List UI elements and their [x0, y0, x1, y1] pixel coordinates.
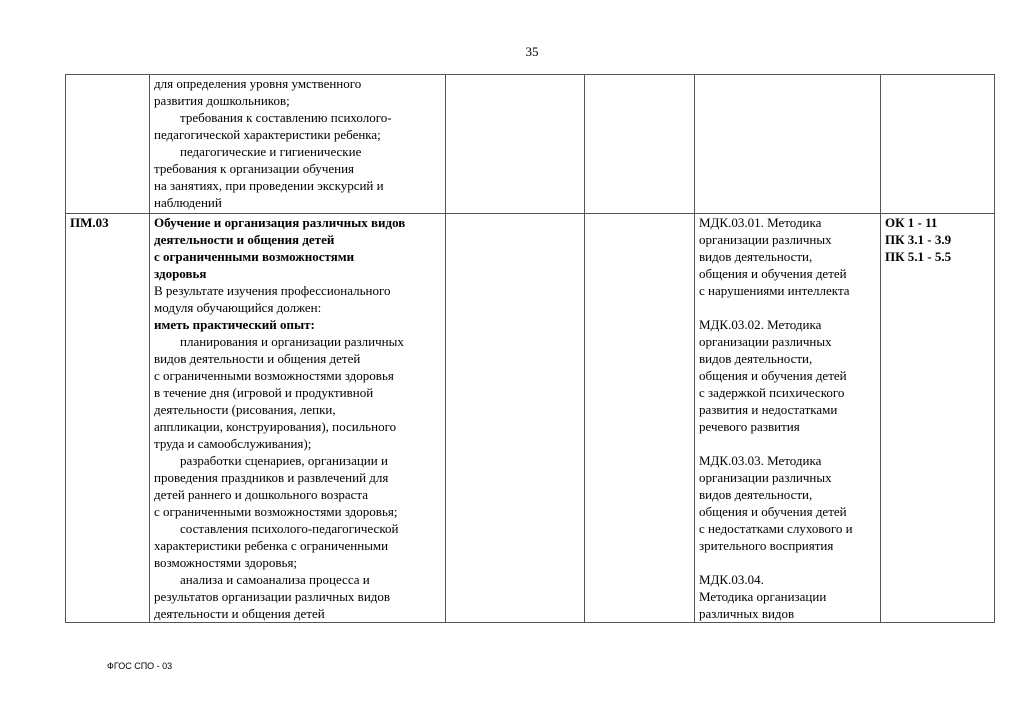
text-line: требования к организации обучения — [154, 161, 355, 176]
text-line: педагогические и гигиенические — [180, 144, 362, 159]
mdk-line: различных видов — [699, 606, 795, 621]
text-line: проведения праздников и развлечений для — [154, 470, 389, 485]
text-line: требования к составлению психолого- — [180, 110, 392, 125]
text-line: наблюдений — [154, 195, 222, 210]
text-line: на занятиях, при проведении экскурсий и — [154, 178, 384, 193]
empty-cell — [446, 214, 585, 623]
empty-cell — [585, 75, 695, 214]
mdk-line — [699, 299, 876, 316]
mdk-line: МДК.03.04. — [699, 572, 764, 587]
table-row — [66, 214, 995, 623]
mdk-line: МДК.03.02. Методика — [699, 317, 822, 332]
intro-line: В результате изучения профессионального — [154, 283, 391, 298]
mdk-line — [699, 554, 876, 571]
module-title-line: деятельности и общения детей — [154, 232, 335, 247]
footer-code: ФГОС СПО - 03 — [107, 661, 173, 671]
text-line: для определения уровня умственного — [154, 76, 362, 91]
mdk-line: с недостатками слухового и — [699, 521, 853, 536]
competency-cell — [881, 214, 995, 623]
text-line: разработки сценариев, организации и — [180, 453, 388, 468]
empty-cell — [446, 75, 585, 214]
mdk-line: видов деятельности, — [699, 249, 813, 264]
competency-cell — [881, 75, 995, 214]
competency-code: ОК 1 - 11 — [885, 215, 938, 230]
mdk-line: видов деятельности, — [699, 487, 813, 502]
curriculum-table — [65, 74, 995, 623]
mdk-line: видов деятельности, — [699, 351, 813, 366]
text-line: аппликации, конструирования), посильного — [154, 419, 397, 434]
text-line: с ограниченными возможностями здоровья — [154, 368, 394, 383]
module-title-line: Обучение и организация различных видов — [154, 215, 406, 230]
table-row — [66, 75, 995, 214]
competency-code: ПК 5.1 - 5.5 — [885, 249, 952, 264]
mdk-line: Методика организации — [699, 589, 827, 604]
text-line: с ограниченными возможностями здоровья; — [154, 504, 398, 519]
mdk-line: общения и обучения детей — [699, 504, 847, 519]
intro-line: модуля обучающийся должен: — [154, 300, 322, 315]
competency-code: ПК 3.1 - 3.9 — [885, 232, 952, 247]
module-title-line: с ограниченными возможностями — [154, 249, 355, 264]
content-cell — [150, 214, 446, 623]
text-line: труда и самообслуживания); — [154, 436, 312, 451]
mdk-line: развития и недостатками — [699, 402, 838, 417]
mdk-line: организации различных — [699, 470, 832, 485]
subheading: иметь практический опыт: — [154, 317, 315, 332]
text-line: видов деятельности и общения детей — [154, 351, 361, 366]
mdk-line: зрительного восприятия — [699, 538, 834, 553]
text-line: анализа и самоанализа процесса и — [180, 572, 370, 587]
code-cell — [66, 75, 150, 214]
mdk-line: МДК.03.01. Методика — [699, 215, 822, 230]
text-line: результатов организации различных видов — [154, 589, 391, 604]
text-line: педагогической характеристики ребенка; — [154, 127, 381, 142]
text-line: детей раннего и дошкольного возраста — [154, 487, 369, 502]
mdk-line — [699, 435, 876, 452]
mdk-line: МДК.03.03. Методика — [699, 453, 822, 468]
text-line: в течение дня (игровой и продуктивной — [154, 385, 374, 400]
mdk-line: речевого развития — [699, 419, 800, 434]
mdk-line: общения и обучения детей — [699, 368, 847, 383]
module-code: ПМ.03 — [66, 214, 150, 623]
mdk-cell — [695, 75, 881, 214]
mdk-cell — [695, 214, 881, 623]
text-line: характеристики ребенка с ограниченными — [154, 538, 389, 553]
text-line: планирования и организации различных — [180, 334, 404, 349]
text-line: деятельности и общения детей — [154, 606, 325, 621]
mdk-line: с нарушениями интеллекта — [699, 283, 850, 298]
empty-cell — [585, 214, 695, 623]
page-number: 35 — [525, 44, 539, 59]
mdk-line: с задержкой психического — [699, 385, 845, 400]
content-cell — [150, 75, 446, 214]
text-line: возможностями здоровья; — [154, 555, 298, 570]
mdk-line: организации различных — [699, 334, 832, 349]
module-title-line: здоровья — [154, 266, 207, 281]
text-line: составления психолого-педагогической — [180, 521, 399, 536]
text-line: развития дошкольников; — [154, 93, 290, 108]
text-line: деятельности (рисования, лепки, — [154, 402, 336, 417]
mdk-line: общения и обучения детей — [699, 266, 847, 281]
mdk-line: организации различных — [699, 232, 832, 247]
